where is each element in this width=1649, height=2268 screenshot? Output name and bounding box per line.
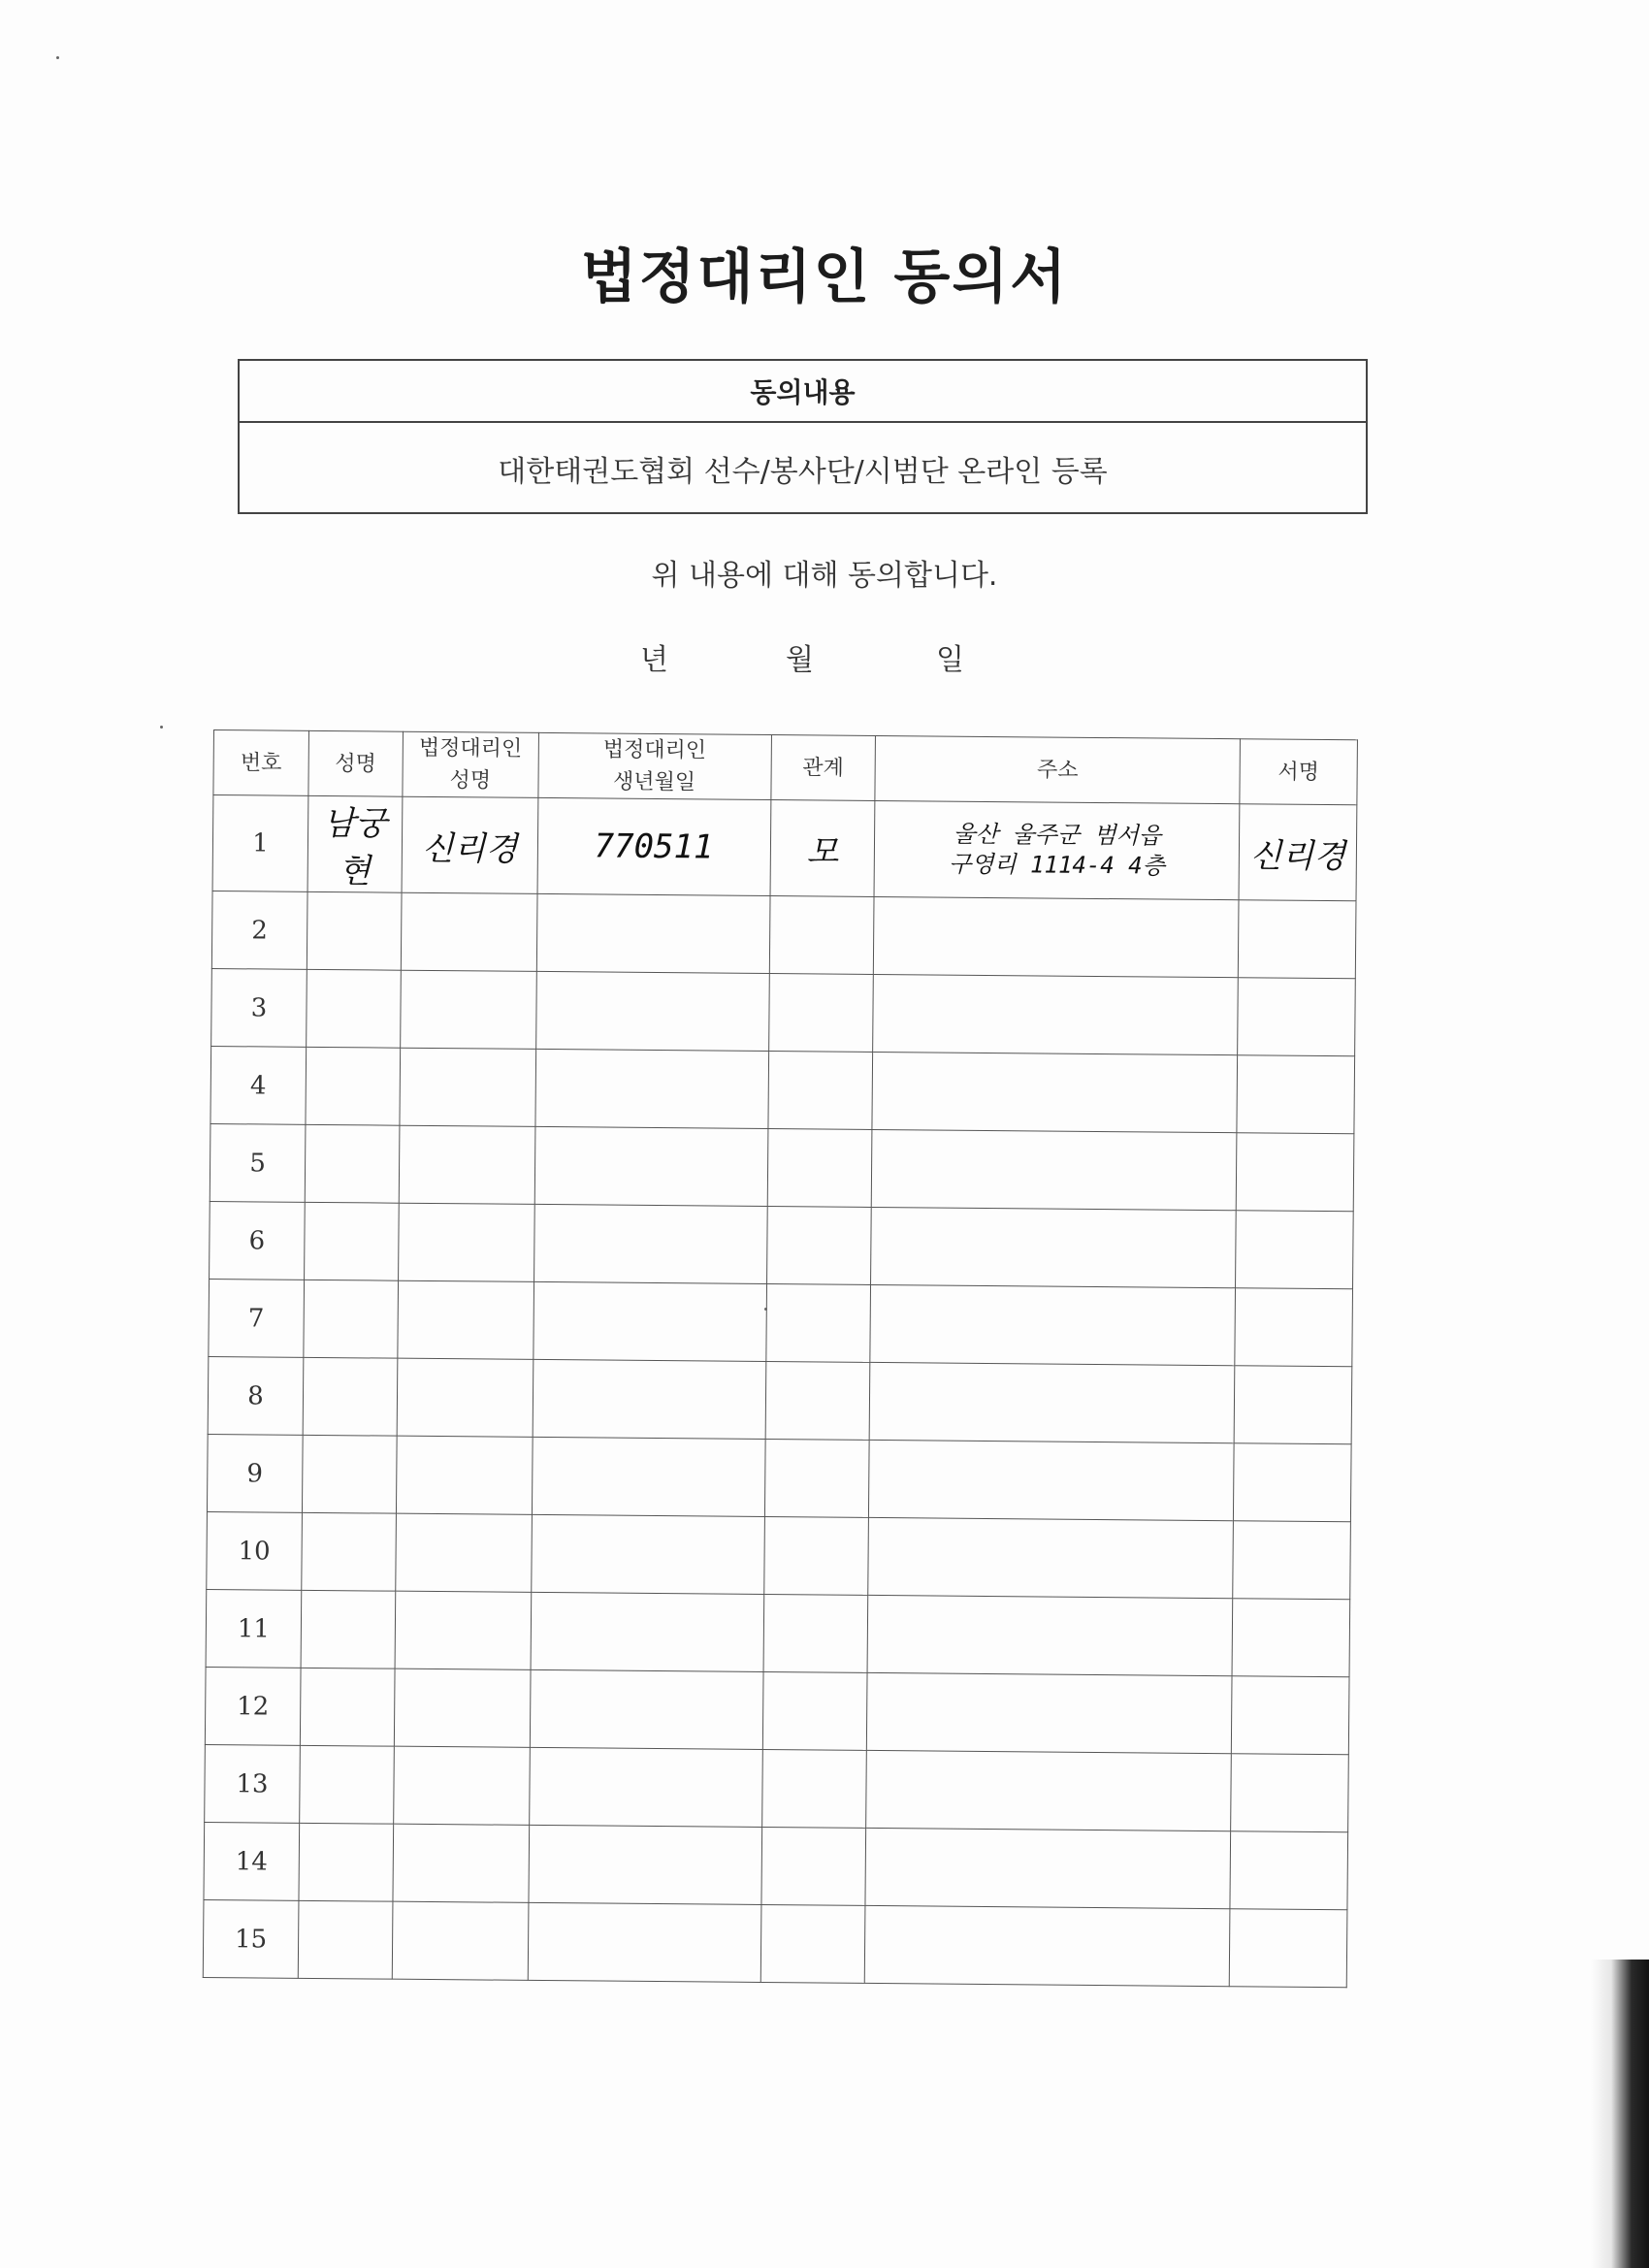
cell-number-text: 10 xyxy=(238,1536,271,1567)
cell-address xyxy=(867,1595,1232,1675)
table-row xyxy=(210,1046,1355,1133)
cell-address xyxy=(868,1517,1233,1598)
cell-number xyxy=(207,1434,303,1512)
cell-relation xyxy=(760,1827,866,1905)
cell-address xyxy=(870,1362,1235,1442)
cell-address-text xyxy=(870,1401,1234,1404)
cell-signature xyxy=(1233,1443,1351,1522)
cell-address xyxy=(872,1052,1237,1132)
cell-relation xyxy=(770,800,876,897)
scan-speck xyxy=(56,56,59,59)
table-row xyxy=(211,968,1356,1055)
cell-signature xyxy=(1229,1909,1347,1988)
table-row xyxy=(203,1899,1347,1987)
cell-relation xyxy=(763,1516,869,1595)
cell-address-text xyxy=(873,1090,1237,1093)
cell-number-text: 5 xyxy=(249,1148,266,1178)
cell-guardian-name xyxy=(392,1901,529,1980)
cell-signature xyxy=(1233,1521,1351,1600)
cell-guardian-name xyxy=(399,1125,535,1204)
cell-guardian-birth xyxy=(532,1437,765,1516)
table-row xyxy=(205,1744,1349,1831)
cell-name xyxy=(302,1435,397,1513)
cell-signature xyxy=(1236,1211,1354,1289)
cell-signature xyxy=(1238,900,1356,979)
cell-number-text: 1 xyxy=(252,828,269,859)
cell-address xyxy=(865,1905,1230,1986)
cell-name-text: 남궁현 xyxy=(322,803,388,891)
cell-name xyxy=(298,1900,393,1979)
cell-guardian-name xyxy=(400,970,536,1049)
cell-guardian-name-text: 신리경 xyxy=(421,828,518,869)
cell-relation xyxy=(766,1206,872,1284)
document-title: 법정대리인 동의서 xyxy=(580,243,1069,311)
cell-number xyxy=(203,1899,299,1978)
cell-guardian-name xyxy=(396,1513,533,1592)
table-row xyxy=(211,891,1356,978)
date-month-label: 월 xyxy=(786,643,814,677)
cell-address xyxy=(872,1129,1237,1210)
cell-guardian-birth xyxy=(531,1592,764,1671)
cell-guardian-name xyxy=(398,1280,534,1359)
cell-guardian-name xyxy=(394,1669,531,1747)
cell-number-text: 8 xyxy=(247,1380,264,1410)
cell-relation xyxy=(767,1052,873,1130)
cell-relation xyxy=(760,1904,866,1983)
cell-address-text xyxy=(870,1478,1234,1481)
table-row xyxy=(207,1434,1351,1521)
cell-number xyxy=(205,1667,301,1745)
header-signature: 서명 xyxy=(1240,739,1358,805)
cell-number xyxy=(208,1356,304,1435)
guardian-table xyxy=(203,729,1358,1988)
cell-signature xyxy=(1239,804,1357,901)
consent-box xyxy=(238,359,1368,514)
cell-number-text: 3 xyxy=(250,992,268,1022)
cell-address-text xyxy=(874,1013,1238,1016)
cell-number xyxy=(206,1589,302,1668)
cell-address-text xyxy=(872,1168,1236,1171)
cell-guardian-name xyxy=(400,1048,536,1126)
date-year-label: 년 xyxy=(640,643,668,677)
cell-number-text: 6 xyxy=(248,1225,266,1255)
cell-relation xyxy=(761,1749,867,1828)
cell-signature xyxy=(1237,1055,1355,1134)
cell-guardian-birth xyxy=(533,1359,766,1439)
table-row xyxy=(205,1667,1349,1754)
cell-guardian-name xyxy=(398,1203,534,1281)
cell-number xyxy=(205,1744,301,1823)
table-row xyxy=(210,1123,1354,1211)
cell-name xyxy=(305,1124,400,1203)
cell-name xyxy=(300,1745,395,1824)
cell-guardian-birth xyxy=(535,1049,769,1128)
cell-number xyxy=(211,968,307,1047)
header-name: 성명 xyxy=(308,730,403,796)
cell-number xyxy=(207,1511,303,1590)
cell-number-text: 4 xyxy=(249,1070,267,1100)
consent-header: 동의내용 xyxy=(240,361,1366,423)
cell-address xyxy=(867,1672,1232,1753)
cell-signature-text: 신리경 xyxy=(1249,835,1346,876)
cell-number-text: 11 xyxy=(237,1613,271,1644)
cell-address-text: 울산 울주군 범서읍 구영리 1114-4 4층 xyxy=(948,820,1166,880)
cell-number-text: 9 xyxy=(246,1458,264,1488)
cell-name xyxy=(303,1357,398,1436)
cell-name xyxy=(307,969,402,1048)
cell-name xyxy=(307,891,402,970)
header-guardian-birth: 법정대리인 생년월일 xyxy=(538,732,771,799)
cell-number-text: 15 xyxy=(234,1924,268,1955)
date-day-label: 일 xyxy=(936,643,964,677)
cell-address-text xyxy=(868,1634,1232,1636)
cell-guardian-name xyxy=(393,1824,530,1902)
header-guardian-name: 법정대리인 성명 xyxy=(403,731,538,797)
cell-number xyxy=(210,1046,307,1124)
cell-address-text xyxy=(872,1246,1236,1248)
cell-address xyxy=(871,1207,1236,1287)
cell-name xyxy=(304,1202,399,1280)
cell-address xyxy=(874,896,1239,977)
cell-signature xyxy=(1238,978,1356,1056)
cell-number-text: 14 xyxy=(235,1846,268,1877)
cell-guardian-name xyxy=(397,1358,534,1437)
cell-signature xyxy=(1232,1599,1350,1677)
cell-address xyxy=(873,974,1238,1054)
cell-number-text: 7 xyxy=(247,1303,265,1333)
cell-number-text: 13 xyxy=(236,1768,269,1799)
cell-address-text xyxy=(866,1866,1230,1869)
cell-signature xyxy=(1231,1676,1349,1755)
cell-name xyxy=(304,1280,399,1358)
cell-number xyxy=(210,1201,306,1280)
cell-address-text xyxy=(865,1944,1229,1947)
header-number: 번호 xyxy=(213,730,308,796)
cell-guardian-birth-text: 770511 xyxy=(594,826,714,867)
table-row xyxy=(210,1201,1354,1288)
cell-name xyxy=(307,795,403,892)
cell-address xyxy=(865,1828,1230,1908)
cell-address xyxy=(870,1284,1235,1365)
header-relation: 관계 xyxy=(770,735,875,801)
cell-name xyxy=(306,1047,401,1125)
table-row xyxy=(204,1822,1348,1909)
table-row xyxy=(208,1356,1352,1443)
cell-guardian-birth xyxy=(537,797,771,895)
scan-edge-shadow xyxy=(1591,1960,1649,2268)
header-address: 주소 xyxy=(875,735,1240,803)
cell-address xyxy=(866,1750,1231,1831)
cell-guardian-name xyxy=(396,1436,533,1514)
cell-number xyxy=(212,795,308,892)
cell-guardian-birth xyxy=(531,1514,764,1594)
cell-signature xyxy=(1236,1133,1354,1212)
cell-guardian-birth xyxy=(534,1126,768,1206)
cell-relation xyxy=(768,974,874,1053)
cell-address xyxy=(869,1440,1234,1520)
cell-guardian-birth xyxy=(530,1669,763,1749)
cell-guardian-name xyxy=(402,796,538,893)
cell-address-text xyxy=(868,1711,1232,1714)
cell-number xyxy=(204,1822,300,1900)
cell-address xyxy=(874,800,1239,899)
cell-relation xyxy=(765,1283,871,1362)
cell-number-text: 12 xyxy=(236,1691,270,1722)
cell-relation xyxy=(767,1129,873,1208)
cell-name xyxy=(299,1823,394,1901)
cell-signature xyxy=(1235,1288,1353,1367)
cell-relation-text: 모 xyxy=(806,831,839,872)
table-row xyxy=(209,1279,1353,1366)
cell-address-text xyxy=(869,1556,1233,1559)
cell-relation xyxy=(762,1671,868,1750)
scan-speck xyxy=(764,1308,767,1311)
cell-address-text xyxy=(867,1789,1231,1792)
consent-statement: 위 내용에 대해 동의합니다. xyxy=(651,559,998,593)
cell-signature xyxy=(1230,1831,1348,1910)
cell-relation xyxy=(765,1361,871,1440)
table-row xyxy=(206,1589,1350,1676)
cell-name xyxy=(300,1668,395,1746)
cell-guardian-name xyxy=(401,892,537,971)
cell-name xyxy=(302,1512,397,1591)
cell-guardian-birth xyxy=(528,1902,761,1982)
table-header-row xyxy=(213,730,1358,805)
cell-address-text xyxy=(875,935,1239,938)
cell-guardian-birth xyxy=(529,1747,762,1827)
table-row xyxy=(212,795,1357,901)
consent-content: 대한태권도협회 선수/봉사단/시범단 온라인 등록 xyxy=(498,455,1108,489)
scan-speck xyxy=(160,726,163,729)
cell-relation xyxy=(769,896,875,975)
cell-signature xyxy=(1231,1754,1349,1832)
cell-number xyxy=(209,1279,305,1357)
cell-relation xyxy=(763,1594,869,1672)
cell-guardian-birth xyxy=(529,1825,762,1904)
cell-number-text: 2 xyxy=(251,915,269,945)
cell-guardian-birth xyxy=(534,1281,767,1361)
cell-guardian-name xyxy=(393,1746,530,1825)
cell-number xyxy=(211,891,307,969)
cell-relation xyxy=(764,1439,870,1517)
cell-address-text xyxy=(871,1323,1235,1326)
cell-guardian-birth xyxy=(534,1204,767,1283)
table-row xyxy=(207,1511,1351,1599)
cell-name xyxy=(301,1590,396,1669)
cell-guardian-birth xyxy=(536,893,770,973)
cell-guardian-birth xyxy=(535,971,769,1051)
cell-number xyxy=(210,1123,306,1202)
cell-guardian-name xyxy=(395,1591,532,1669)
cell-signature xyxy=(1234,1366,1352,1444)
